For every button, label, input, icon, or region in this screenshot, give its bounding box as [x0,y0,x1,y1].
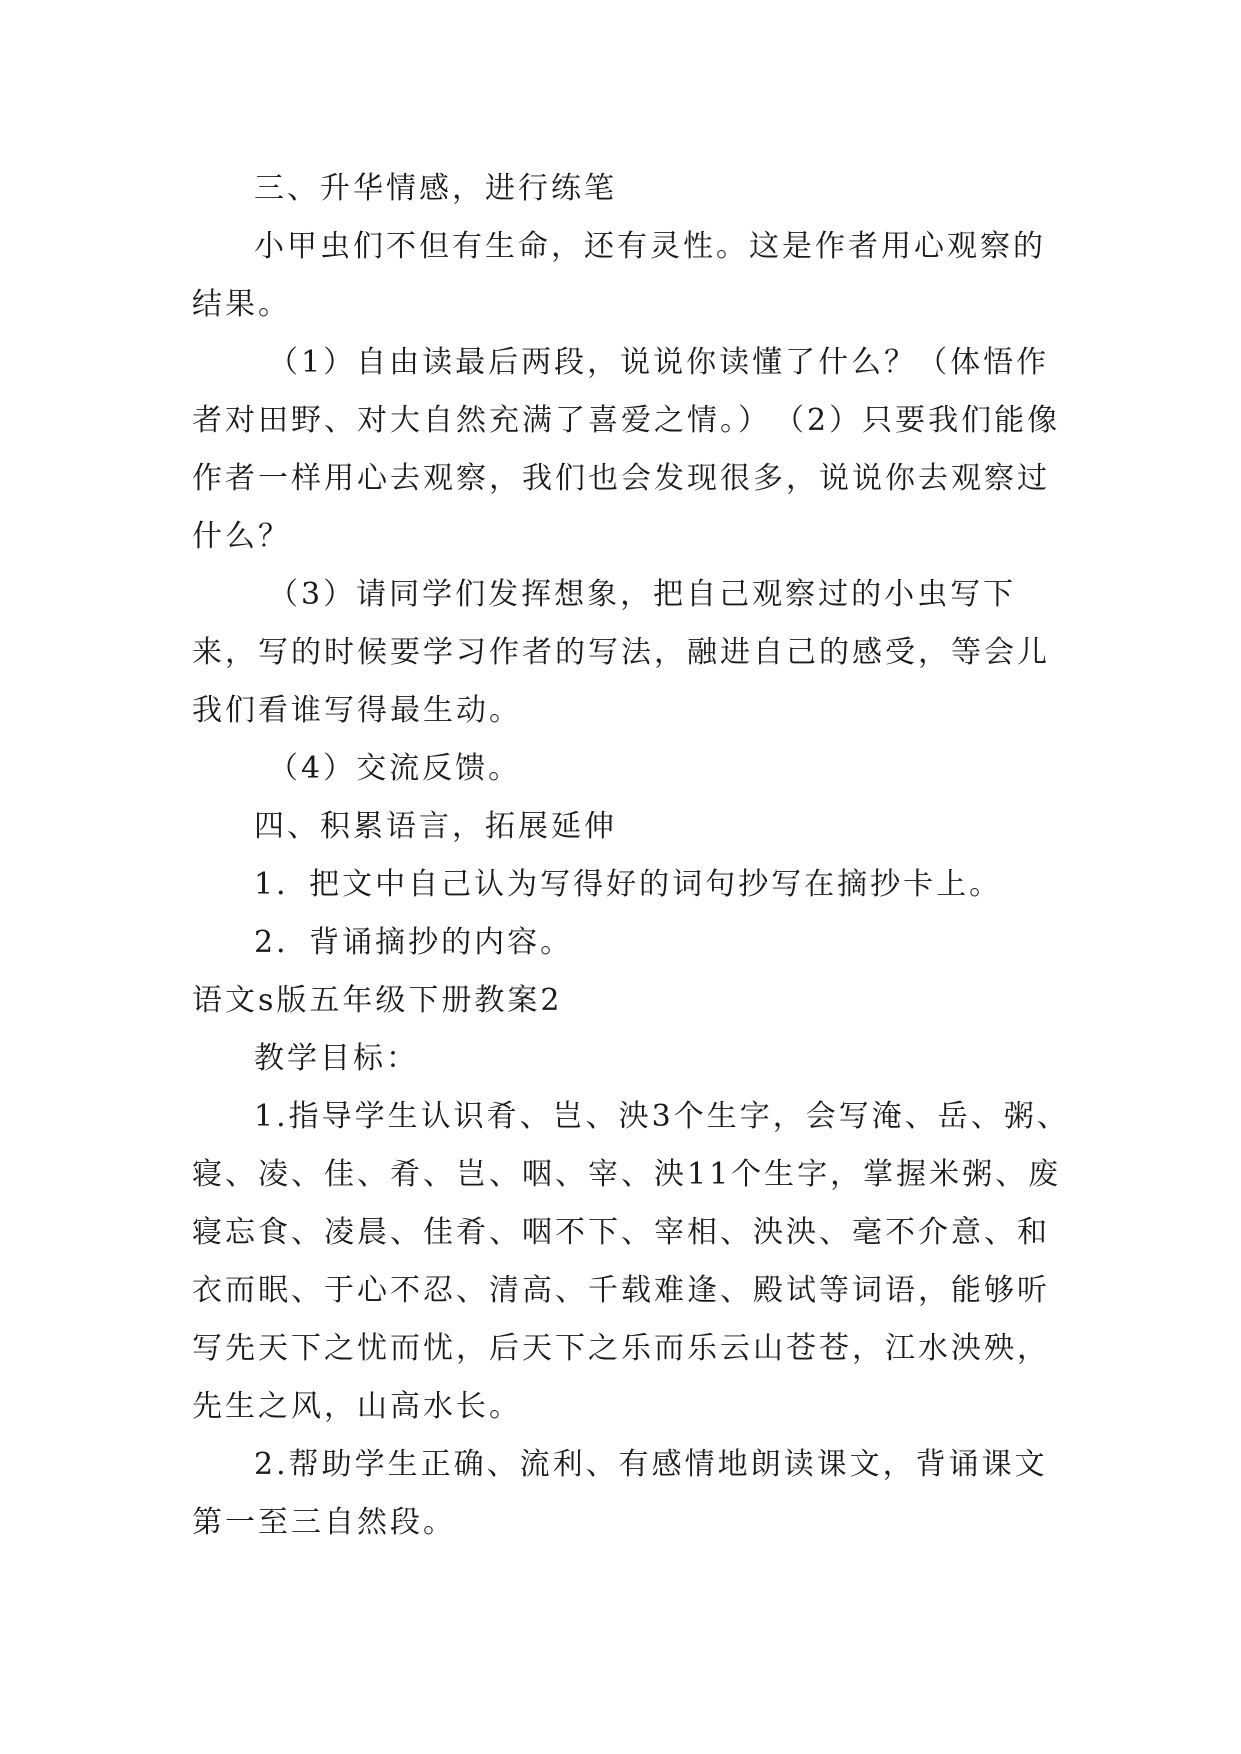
list-item-2: 2．背诵摘抄的内容。 [254,925,574,960]
section-heading-3: 三、升华情感，进行练笔 [254,171,617,206]
section-heading-4: 四、积累语言，拓展延伸 [254,809,617,844]
question-item-3: （3）请同学们发挥想象，把自己观察过的小虫写下来，写的时候要学习作者的写法，融进自己的感受，等会儿我们看谁写得最生动。 [192,577,1050,728]
list-item-1: 1．把文中自己认为写得好的词句抄写在摘抄卡上。 [254,867,1003,902]
question-item-1-2: （1）自由读最后两段，说说你读懂了什么？（体悟作者对田野、对大自然充满了喜爱之情。） （2）只要我们能像作者一样用心去观察，我们也会发现很多，说说你去观察过什么？ [192,345,1061,554]
teaching-goal-1: 1.指导学生认识肴、岂、泱3个生字，会写淹、岳、粥、寝、凌、佳、肴、岂、咽、宰、泱11个生字，掌握米粥、废寝忘食、凌晨、佳肴、咽不下、宰相、泱泱、毫不介意、和衣而眠、于心不忍、清高、千载难逢、殿试等词语，能够听写先天下之忧而忧，后天下之乐而乐云山苍苍，江水泱殃，先生之风，山高水长。 [192,1099,1070,1424]
teaching-goals-label: 教学目标： [254,1041,419,1076]
document-body [192,160,1072,1552]
paragraph: 小甲虫们不但有生命，还有灵性。这是作者用心观察的结果。 [192,229,1046,322]
lesson-plan-title: 语文s版五年级下册教案2 [192,983,563,1018]
teaching-goal-2: 2.帮助学生正确、流利、有感情地朗读课文，背诵课文第一至三自然段。 [192,1447,1048,1540]
question-item-4: （4）交流反馈。 [268,751,522,786]
